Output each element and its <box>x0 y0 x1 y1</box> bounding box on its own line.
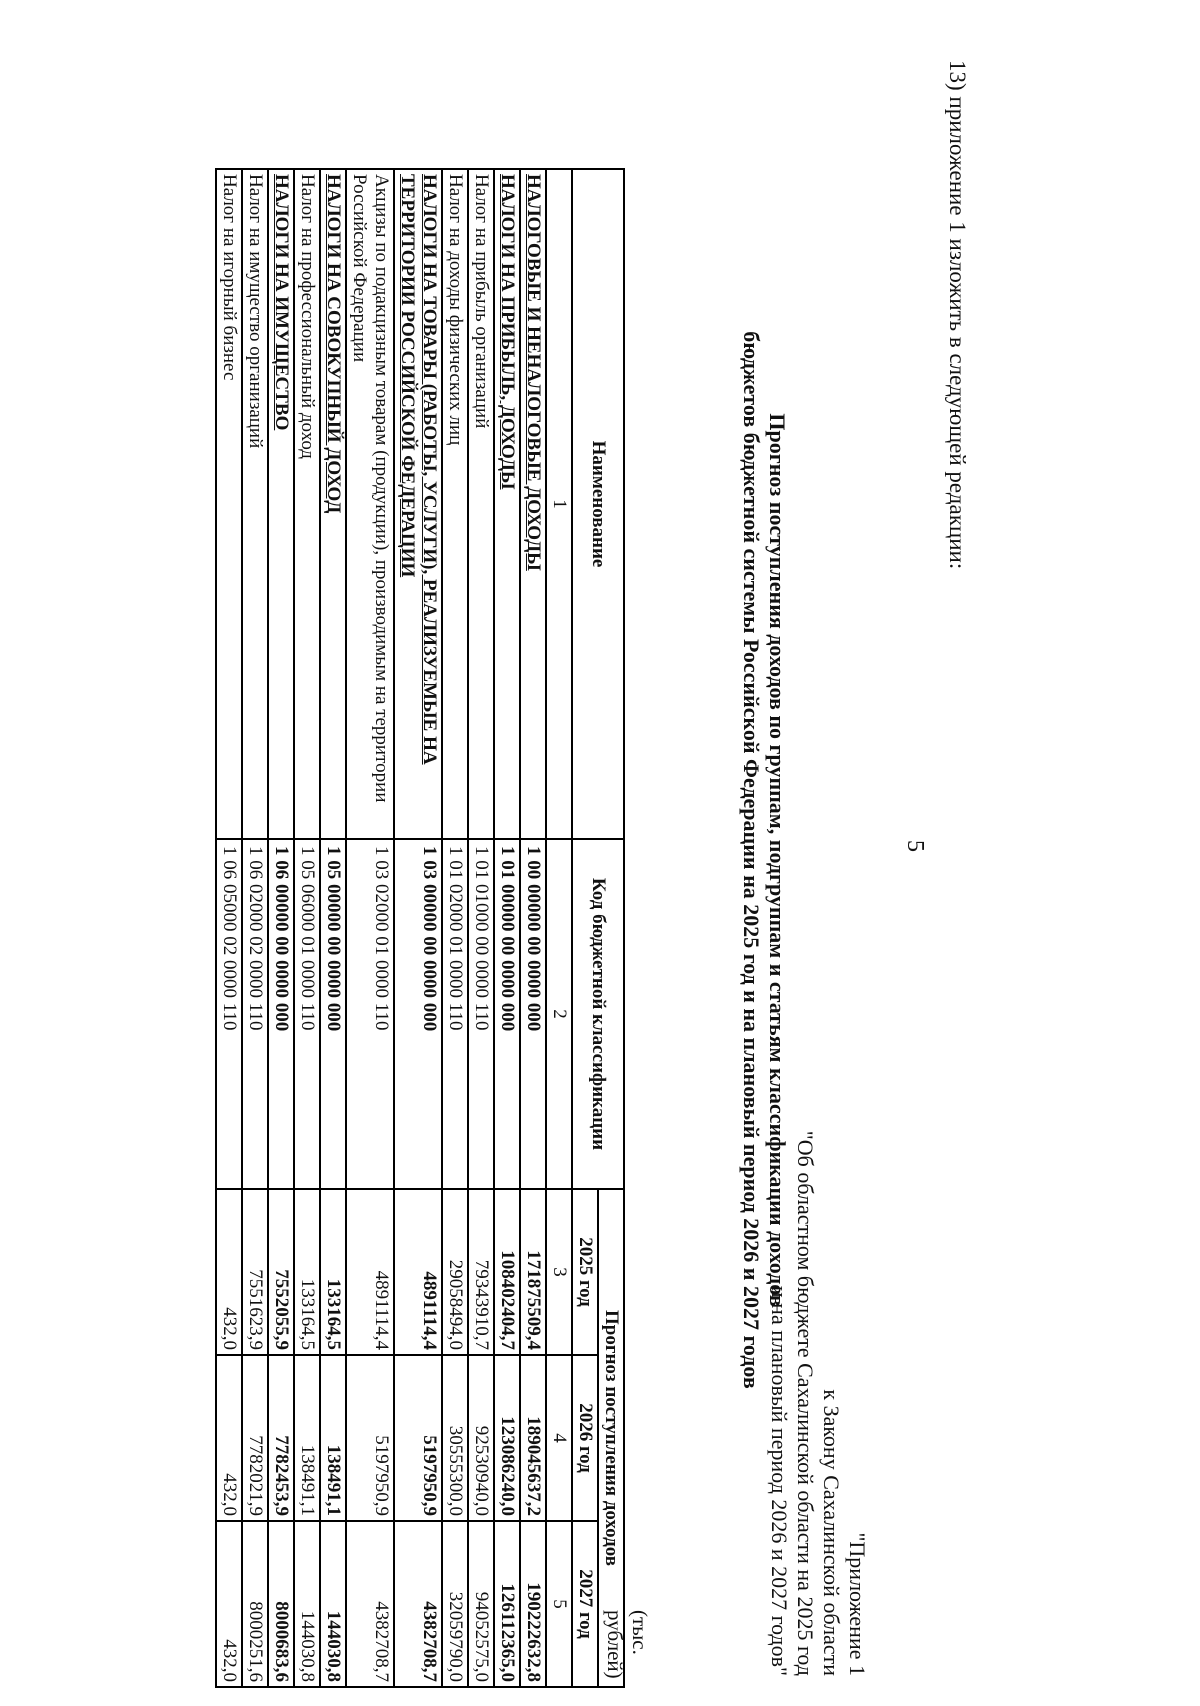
row-code: 1 05 00000 00 0000 000 <box>320 839 346 1189</box>
header-year-2025: 2025 год <box>572 1189 598 1355</box>
row-value-2027: 144030,8 <box>320 1521 346 1687</box>
row-value-2027: 4382708,7 <box>394 1521 442 1687</box>
row-value-2025: 79343910,7 <box>468 1189 494 1355</box>
row-value-2027: 8000251,6 <box>242 1521 268 1687</box>
header-forecast: Прогноз поступления доходов <box>598 1189 624 1687</box>
row-name: НАЛОГИ НА ИМУЩЕСТВО <box>268 169 294 839</box>
unit-label: (тыс. рублей) <box>603 1610 652 1679</box>
row-value-2025: 29058494,0 <box>442 1189 468 1355</box>
row-value-2026: 138491,1 <box>320 1355 346 1521</box>
row-value-2026: 7782453,9 <box>268 1355 294 1521</box>
header-year-2027: 2027 год <box>572 1521 598 1687</box>
row-value-2025: 108402404,7 <box>494 1189 520 1355</box>
row-value-2026: 138491,1 <box>294 1355 320 1521</box>
document-title-line-2: бюджетов бюджетной системы Российской Федерации на 2025 год и на плановый период 2026 и 2027 годов <box>739 331 764 1389</box>
row-value-2027: 126112365,0 <box>494 1521 520 1687</box>
row-value-2025: 133164,5 <box>294 1189 320 1355</box>
row-value-2026: 432,0 <box>216 1355 242 1521</box>
page-number: 5 <box>902 840 928 852</box>
row-name: НАЛОГИ НА ПРИБЫЛЬ, ДОХОДЫ <box>494 169 520 839</box>
table-row <box>242 169 268 1687</box>
row-code: 1 06 05000 02 0000 110 <box>216 839 242 1189</box>
column-index: 1 <box>546 169 572 839</box>
row-name: Акцизы по подакцизным товарам (продукции), производимым на территории Российской Федерации <box>346 169 394 839</box>
row-code: 1 01 01000 00 0000 110 <box>468 839 494 1189</box>
revenue-forecast-table <box>215 168 625 1688</box>
row-name: НАЛОГИ НА СОВОКУПНЫЙ ДОХОД <box>320 169 346 839</box>
table-row <box>442 169 468 1687</box>
row-name: Налог на игорный бизнес <box>216 169 242 839</box>
table-row <box>216 169 242 1687</box>
row-value-2027: 32059790,0 <box>442 1521 468 1687</box>
column-index: 5 <box>546 1521 572 1687</box>
row-value-2027: 4382708,7 <box>346 1521 394 1687</box>
row-value-2027: 144030,8 <box>294 1521 320 1687</box>
row-name: Налог на доходы физических лиц <box>442 169 468 839</box>
column-index: 4 <box>546 1355 572 1521</box>
row-value-2026: 92530940,0 <box>468 1355 494 1521</box>
header-name: Наименование <box>572 169 624 839</box>
table-row <box>346 169 394 1687</box>
row-name: Налог на прибыль организаций <box>468 169 494 839</box>
column-index-row <box>546 169 572 1687</box>
row-name: Налог на профессиональный доход <box>294 169 320 839</box>
row-code: 1 00 00000 00 0000 000 <box>520 839 546 1189</box>
row-value-2025: 171875509,4 <box>520 1189 546 1355</box>
row-value-2026: 5197950,9 <box>394 1355 442 1521</box>
row-value-2026: 7782021,9 <box>242 1355 268 1521</box>
row-code: 1 01 00000 00 0000 000 <box>494 839 520 1189</box>
row-code: 1 06 02000 02 0000 110 <box>242 839 268 1189</box>
document-title <box>738 285 790 1435</box>
column-index: 2 <box>546 839 572 1189</box>
row-value-2027: 432,0 <box>216 1521 242 1687</box>
row-value-2026: 189045637,2 <box>520 1355 546 1521</box>
row-value-2026: 5197950,9 <box>346 1355 394 1521</box>
row-code: 1 05 06000 01 0000 110 <box>294 839 320 1189</box>
table-row <box>320 169 346 1687</box>
table-row <box>394 169 442 1687</box>
row-name: НАЛОГИ НА ТОВАРЫ (РАБОТЫ, УСЛУГИ), РЕАЛИЗУЕМЫЕ НА ТЕРРИТОРИИ РОССИЙСКОЙ ФЕДЕРАЦИИ <box>394 169 442 839</box>
header-code: Код бюджетной классификации <box>572 839 624 1189</box>
row-code: 1 06 00000 00 0000 000 <box>268 839 294 1189</box>
row-name: НАЛОГОВЫЕ И НЕНАЛОГОВЫЕ ДОХОДЫ <box>520 169 546 839</box>
amendment-note: 13) приложение 1 изложить в следующей редакции: <box>945 60 970 570</box>
appendix-header-line-3: "Об областном бюджете Сахалинской области на 2025 год <box>793 1130 818 1676</box>
row-code: 1 03 02000 01 0000 110 <box>346 839 394 1189</box>
row-value-2025: 4891114,4 <box>346 1189 394 1355</box>
row-value-2025: 4891114,4 <box>394 1189 442 1355</box>
row-value-2027: 190222632,8 <box>520 1521 546 1687</box>
row-value-2025: 133164,5 <box>320 1189 346 1355</box>
row-code: 1 03 00000 00 0000 000 <box>394 839 442 1189</box>
appendix-header-line-2: к Закону Сахалинской области <box>819 1389 844 1676</box>
table-row <box>520 169 546 1687</box>
appendix-header-line-4: и на плановый период 2026 и 2027 годов" <box>767 1285 792 1676</box>
table-row <box>294 169 320 1687</box>
row-value-2025: 7551623,9 <box>242 1189 268 1355</box>
appendix-header-line-1: "Приложение 1 <box>845 1532 870 1676</box>
row-code: 1 01 02000 01 0000 110 <box>442 839 468 1189</box>
column-index: 3 <box>546 1189 572 1355</box>
row-value-2027: 8000683,6 <box>268 1521 294 1687</box>
row-value-2026: 30555300,0 <box>442 1355 468 1521</box>
header-year-2026: 2026 год <box>572 1355 598 1521</box>
row-name: Налог на имущество организаций <box>242 169 268 839</box>
table-row <box>468 169 494 1687</box>
row-value-2025: 7552055,9 <box>268 1189 294 1355</box>
table-row <box>494 169 520 1687</box>
table-row <box>268 169 294 1687</box>
row-value-2025: 432,0 <box>216 1189 242 1355</box>
row-value-2026: 123086240,0 <box>494 1355 520 1521</box>
document-title-line-1: Прогноз поступления доходов по группам, подгруппам и статьям классификации доходов <box>765 413 790 1307</box>
row-value-2027: 94052575,0 <box>468 1521 494 1687</box>
